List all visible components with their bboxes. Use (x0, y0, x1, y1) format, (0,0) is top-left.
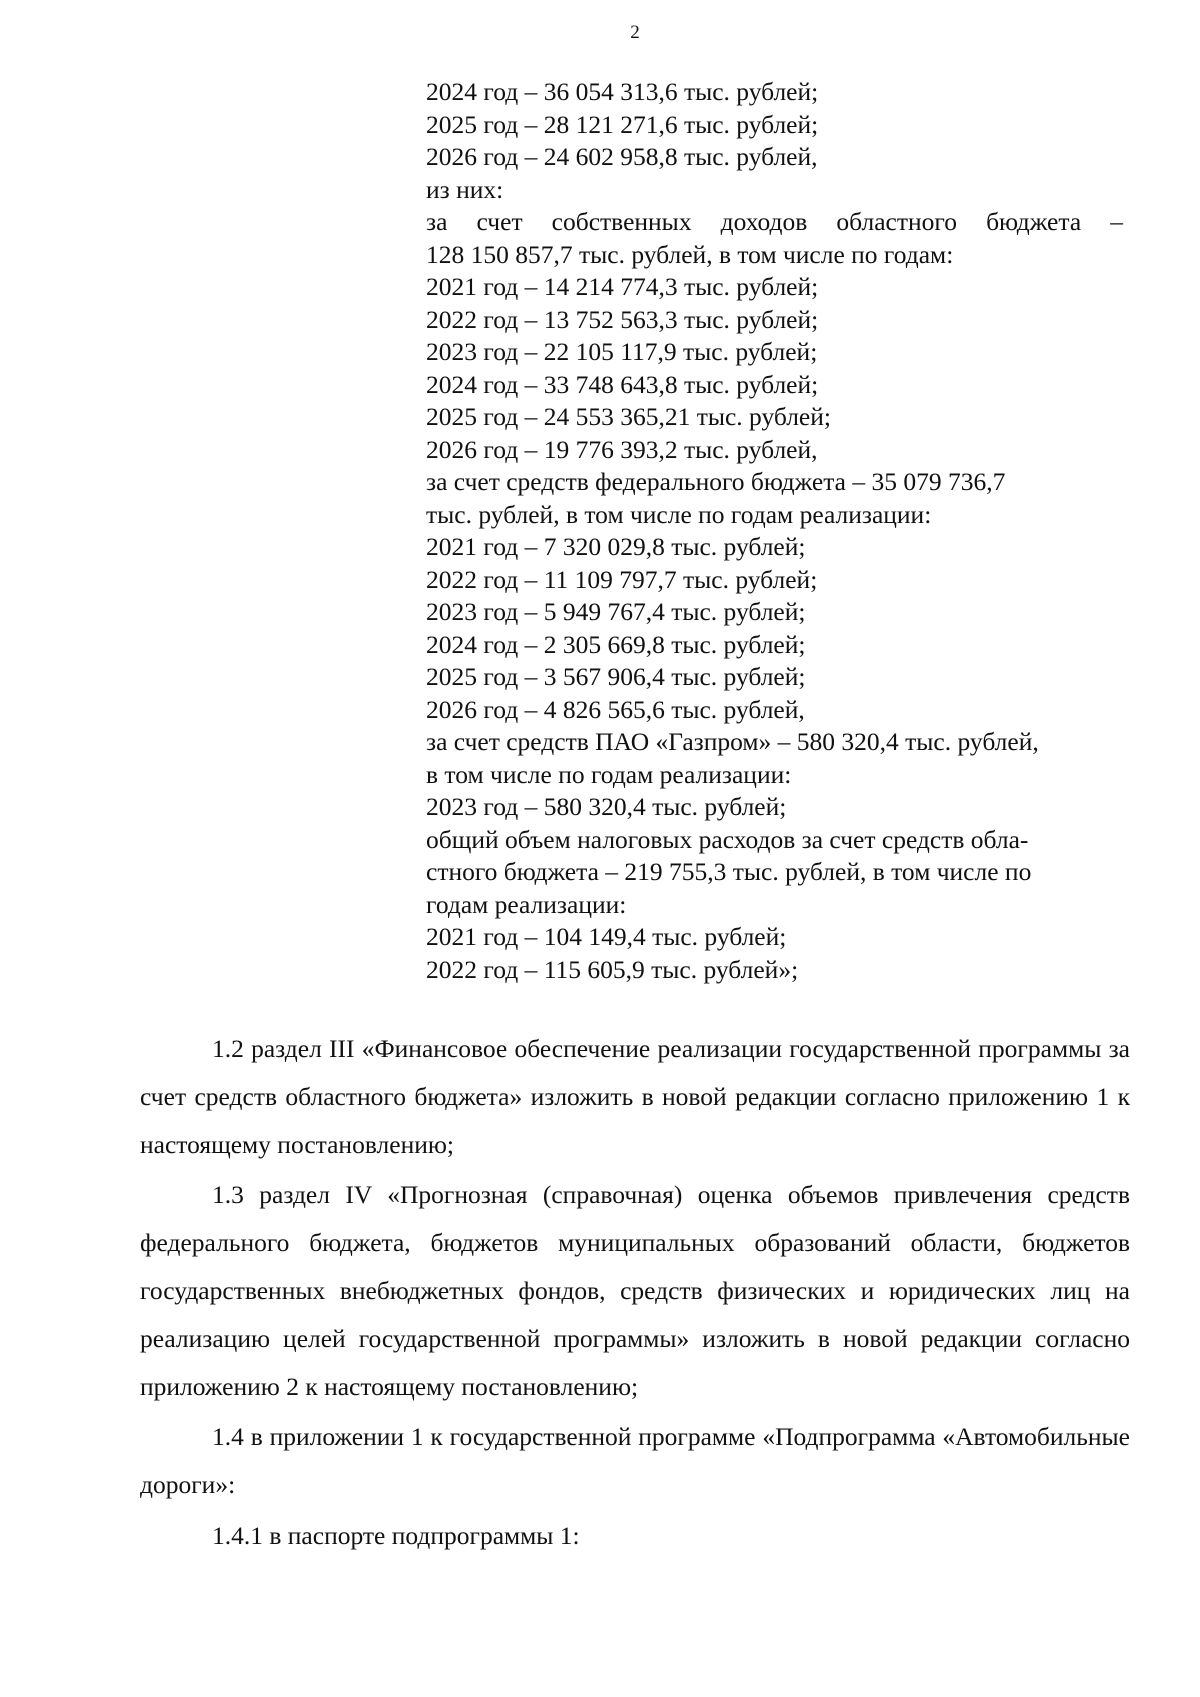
finance-line: за счет средств федерального бюджета – 35 079 736,7 (426, 467, 1006, 496)
finance-line: в том числе по годам реализации: (426, 759, 792, 789)
finance-line: стного бюджета – 219 755,3 тыс. рублей, в том числе по (426, 857, 1032, 886)
finance-line: 2021 год – 14 214 774,3 тыс. рублей; (426, 272, 819, 301)
paragraph-1-4: 1.4 в приложении 1 к государственной программе «Подпрограмма «Автомобильные дороги»: (140, 1422, 1130, 1500)
finance-line: тыс. рублей, в том числе по годам реализации: (426, 499, 932, 529)
funding-breakdown (426, 76, 1126, 986)
finance-line: 2024 год – 33 748 643,8 тыс. рублей; (426, 369, 819, 399)
finance-line: 2022 год – 115 605,9 тыс. рублей»; (426, 954, 799, 984)
paragraph-1-3: 1.3 раздел IV «Прогнозная (справочная) оценка объемов привлечения средств федерального бюджета, бюджетов муниципальных образований области, бюджетов государственных внебюджетных фондов, средств физических и юридических лиц на реализацию целей государственной программы» изложить в новой редакции согласно приложению 2 к настоящему постановлению; (140, 1180, 1130, 1401)
amendment-text (140, 1025, 1130, 1563)
finance-line: 128 150 857,7 тыс. рублей, в том числе по годам: (426, 239, 954, 269)
finance-line: 2026 год – 19 776 393,2 тыс. рублей, (426, 434, 818, 464)
finance-line: 2026 год – 4 826 565,6 тыс. рублей, (426, 694, 805, 724)
finance-line: 2021 год – 7 320 029,8 тыс. рублей; (426, 532, 806, 561)
finance-line: 2024 год – 2 305 669,8 тыс. рублей; (426, 629, 806, 659)
paragraph-1-2: 1.2 раздел III «Финансовое обеспечение реализации государственной программы за счет средств областного бюджета» изложить в новой редакции согласно приложению 1 к настоящему постановлению; (140, 1034, 1130, 1159)
finance-line: 2025 год – 28 121 271,6 тыс. рублей; (426, 109, 819, 139)
paragraph-1-4-1: 1.4.1 в паспорте подпрограммы 1: (212, 1520, 580, 1550)
finance-line: общий объем налоговых расходов за счет средств обла- (426, 824, 1029, 854)
finance-line: 2023 год – 5 949 767,4 тыс. рублей; (426, 597, 806, 626)
finance-line: 2025 год – 24 553 365,21 тыс. рублей; (426, 402, 831, 431)
finance-line: за счет собственных доходов областного бюджета – (426, 207, 1123, 236)
page-number: 2 (630, 22, 640, 43)
finance-line: годам реализации: (426, 889, 627, 919)
finance-line: 2021 год – 104 149,4 тыс. рублей; (426, 922, 787, 951)
finance-line: 2023 год – 22 105 117,9 тыс. рублей; (426, 337, 818, 366)
finance-line: 2025 год – 3 567 906,4 тыс. рублей; (426, 662, 806, 691)
finance-line: 2022 год – 11 109 797,7 тыс. рублей; (426, 564, 818, 594)
finance-line: 2026 год – 24 602 958,8 тыс. рублей, (426, 142, 818, 171)
finance-line: из них: (426, 174, 504, 204)
finance-line: 2022 год – 13 752 563,3 тыс. рублей; (426, 304, 819, 334)
finance-line: 2024 год – 36 054 313,6 тыс. рублей; (426, 77, 819, 106)
finance-line: за счет средств ПАО «Газпром» – 580 320,4 тыс. рублей, (426, 727, 1039, 756)
finance-line: 2023 год – 580 320,4 тыс. рублей; (426, 792, 787, 821)
